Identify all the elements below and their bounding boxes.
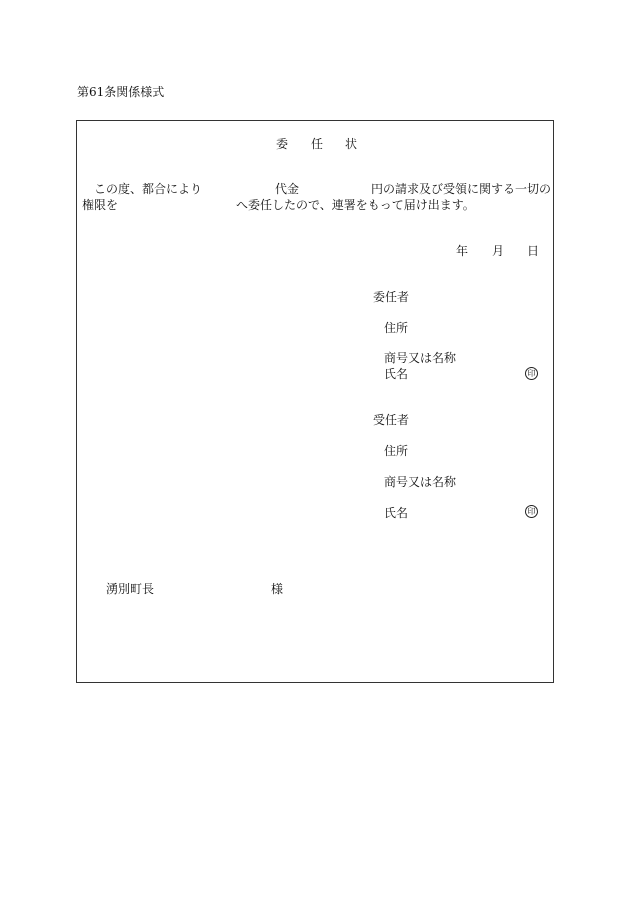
delegator-heading: 委任者 xyxy=(373,290,410,304)
delegatee-trade-name-label: 商号又は名称 xyxy=(384,475,457,489)
date-month: 月 xyxy=(492,244,505,258)
article-label: 第61条関係様式 xyxy=(77,85,165,99)
date-year: 年 xyxy=(456,244,469,258)
honorific-label: 様 xyxy=(271,582,284,596)
title-char-2: 任 xyxy=(311,137,324,151)
delegator-trade-name-label: 商号又は名称 xyxy=(384,351,457,365)
seal-icon: 印 xyxy=(525,505,538,518)
body-authority: 権限を xyxy=(82,198,119,212)
title-char-1: 委 xyxy=(276,137,289,151)
seal-icon: 印 xyxy=(525,367,538,380)
body-line2-rest: へ委任したので、連署をもって届け出ます。 xyxy=(236,198,475,212)
title-char-3: 状 xyxy=(345,137,358,151)
body-line1-rest: 円の請求及び受領に関する一切の xyxy=(371,182,552,196)
delegatee-heading: 受任者 xyxy=(373,413,410,427)
delegatee-address-label: 住所 xyxy=(384,444,409,458)
recipient-label: 湧別町長 xyxy=(106,582,155,596)
delegator-address-label: 住所 xyxy=(384,321,409,335)
body-intro: この度、都合により xyxy=(94,182,203,196)
body-price-label: 代金 xyxy=(275,182,300,196)
delegatee-name-label: 氏名 xyxy=(384,506,409,520)
date-day: 日 xyxy=(527,244,540,258)
delegator-name-label: 氏名 xyxy=(384,367,409,381)
